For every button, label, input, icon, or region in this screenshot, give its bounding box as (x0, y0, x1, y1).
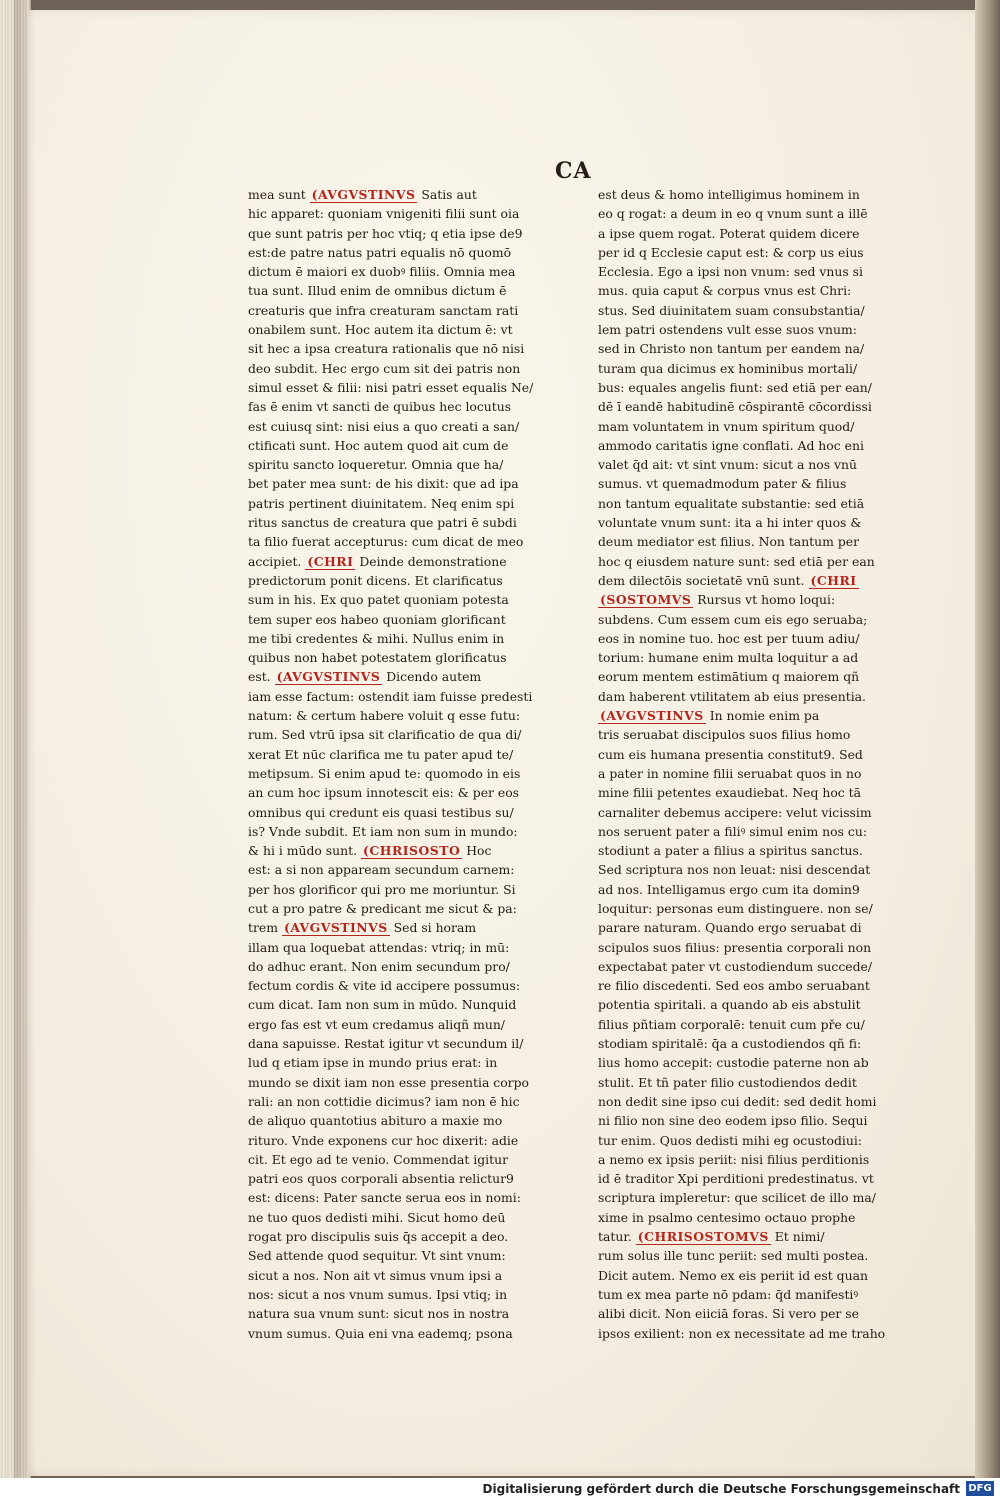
text-line (598, 339, 890, 358)
text-line (598, 185, 890, 204)
line-text: vnum sumus. Quia eni vna eademq; psona (248, 1325, 513, 1341)
text-line (598, 204, 890, 223)
line-text: filius pñtiam corporalē: tenuit cum pře cu/ (598, 1016, 865, 1032)
text-line (598, 629, 890, 648)
text-line (248, 224, 538, 243)
line-text: hoc q eiusdem nature sunt: sed etiā per ean (598, 553, 875, 569)
text-line (598, 841, 890, 860)
line-text: stodiunt a pater a filius a spiritus sanctus. (598, 843, 863, 859)
rubric-author-name: ( CHRI (305, 554, 355, 570)
line-text: a pater in nomine filii seruabat quos in no (598, 765, 862, 781)
line-text: trem (248, 920, 282, 936)
text-line (248, 1266, 538, 1285)
line-text: per id q Ecclesie caput est: & corp us eius (598, 244, 864, 260)
line-text: deo subdit. Hec ergo cum sit dei patris non (248, 360, 521, 376)
line-text: dictum ē maiori ex duobꝰ filiis. Omnia mea (248, 264, 516, 280)
text-line (598, 1227, 890, 1246)
text-line (598, 397, 890, 416)
line-text: creaturis que infra creaturam sanctam rati (248, 302, 519, 318)
line-text: simul esset & filii: nisi patri esset equalis Ne/ (248, 379, 534, 395)
text-line (248, 1034, 538, 1053)
text-line (248, 938, 538, 957)
line-text: mam voluntatem in vnum spiritum quod/ (598, 418, 855, 434)
footer-credit: Digitalisierung gefördert durch die Deutsche Forschungsgemeinschaft (482, 1482, 960, 1496)
text-line (598, 976, 890, 995)
line-text: voluntate vnum sunt: ita a hi inter quos & (598, 515, 862, 531)
line-text: est cuiusq sint: nisi eius a quo creati a san/ (248, 418, 520, 434)
text-line (598, 320, 890, 339)
line-text: mine filii petentes exaudiebat. Neq hoc tā (598, 785, 862, 801)
text-line (598, 610, 890, 629)
text-line (248, 1053, 538, 1072)
text-line (248, 474, 538, 493)
line-text: nos seruent pater a filiꝰ simul enim nos cu: (598, 823, 867, 839)
line-text: & hi i mūdo sunt. (248, 843, 361, 859)
line-text-after-rubric: Deinde demonstratione (355, 553, 507, 569)
text-line (598, 1034, 890, 1053)
line-text: bet pater mea sunt: de his dixit: que ad ipa (248, 476, 519, 492)
line-text: re filio discedenti. Sed eos ambo seruabant (598, 978, 870, 994)
text-line (598, 1208, 890, 1227)
text-line (598, 494, 890, 513)
line-text: hic apparet: quoniam vnigeniti filii sunt oia (248, 206, 520, 222)
line-text: loquitur: personas eum distinguere. non se/ (598, 900, 873, 916)
line-text: scipulos suos filius: presentia corporali non (598, 939, 872, 955)
line-text: ad nos. Intelligamus ergo cum ita domin9 (598, 881, 860, 897)
text-line (598, 918, 890, 937)
line-text: patri eos quos corporali absentia relictur9 (248, 1171, 514, 1187)
line-text: rum. Sed vtrū ipsa sit clarificatio de qua di/ (248, 727, 522, 743)
text-line (248, 880, 538, 899)
text-line (248, 436, 538, 455)
line-text: torium: humane enim multa loquitur a ad (598, 650, 859, 666)
text-line (248, 976, 538, 995)
text-line (598, 532, 890, 551)
text-line (248, 1188, 538, 1207)
text-line (598, 938, 890, 957)
text-line (598, 590, 890, 609)
line-text: deum mediator est filius. Non tantum per (598, 534, 860, 550)
line-text: dana sapuisse. Restat igitur vt secundum il/ (248, 1036, 524, 1052)
line-text: tur enim. Quos dedisti mihi eg ocustodiui: (598, 1132, 863, 1148)
text-line (598, 455, 890, 474)
text-line (598, 648, 890, 667)
text-line (598, 1073, 890, 1092)
line-text: parare naturam. Quando ergo seruabat di (598, 920, 862, 936)
line-text: rogat pro discipulis suis q̄s accepit a deo. (248, 1229, 509, 1245)
text-line (598, 262, 890, 281)
text-line (598, 552, 890, 571)
line-text: ergo fas est vt eum credamus aliqñ mun/ (248, 1016, 505, 1032)
line-text: rituro. Vnde exponens cur hoc dixerit: adie (248, 1132, 519, 1148)
text-line (248, 918, 538, 937)
text-line (248, 667, 538, 686)
line-text: an cum hoc ipsum innotescit eis: & per eos (248, 785, 520, 801)
text-line (248, 957, 538, 976)
text-line (248, 1015, 538, 1034)
line-text: metipsum. Si enim apud te: quomodo in eis (248, 765, 521, 781)
text-line (598, 803, 890, 822)
rubric-author-name: ( AVGVSTINVS (275, 669, 383, 685)
line-text: Dicit autem. Nemo ex eis periit id est quan (598, 1267, 868, 1283)
text-line (598, 860, 890, 879)
line-text: is? Vnde subdit. Et iam non sum in mundo: (248, 823, 518, 839)
line-text: dem dilectōis societatē vnū sunt. (598, 572, 809, 588)
text-line (248, 1208, 538, 1227)
text-line (598, 957, 890, 976)
line-text: est:de patre natus patri equalis nō quomō (248, 244, 512, 260)
line-text: stulit. Et tñ pater filio custodiendos dedit (598, 1074, 857, 1090)
line-text: tum ex mea parte nō pdam: q̄d manifestiꝰ (598, 1286, 859, 1302)
line-text: eo q rogat: a deum in eo q vnum sunt a illē (598, 206, 868, 222)
text-line (248, 706, 538, 725)
line-text: est: a si non appaream secundum carnem: (248, 862, 515, 878)
text-line (248, 610, 538, 629)
line-text: per hos glorificor qui pro me moriuntur. Si (248, 881, 516, 897)
line-text: predictorum ponit dicens. Et clarificatus (248, 572, 503, 588)
text-line (248, 243, 538, 262)
line-text: sed in Christo non tantum per eandem na/ (598, 341, 865, 357)
line-text: sumus. vt quemadmodum pater & filius (598, 476, 847, 492)
rubric-author-name: ( AVGVSTINVS (598, 708, 706, 724)
text-line (248, 899, 538, 918)
text-line (598, 301, 890, 320)
line-text: omnibus qui credunt eis quasi testibus su/ (248, 804, 514, 820)
text-line (598, 899, 890, 918)
left-text-column (248, 185, 538, 1343)
line-text: rum solus ille tunc periit: sed multi postea. (598, 1248, 869, 1264)
line-text: Sed attende quod sequitur. Vt sint vnum: (248, 1248, 506, 1264)
text-line (598, 995, 890, 1014)
text-line (598, 417, 890, 436)
line-text: eos in nomine tuo. hoc est per tuum adiu/ (598, 630, 860, 646)
line-text: xime in psalmo centesimo octauo prophe (598, 1209, 856, 1225)
text-line (248, 571, 538, 590)
rubric-author-name: ( CHRISOSTOMVS (636, 1229, 771, 1245)
text-line (598, 513, 890, 532)
rubric-author-name: ( AVGVSTINVS (310, 187, 418, 203)
text-line (598, 745, 890, 764)
text-line (248, 204, 538, 223)
line-text: ta filio fuerat accepturus: cum dicat de meo (248, 534, 524, 550)
text-line (248, 745, 538, 764)
line-text: ammodo caritatis igne conflati. Ad hoc eni (598, 437, 864, 453)
line-text-after-rubric: Sed si horam (389, 920, 477, 936)
line-text: xerat Et nūc clarifica me tu pater apud te/ (248, 746, 514, 762)
text-line (248, 281, 538, 300)
line-text: stus. Sed diuinitatem suam consubstantia/ (598, 302, 865, 318)
line-text: sit hec a ipsa creatura rationalis que nō nisi (248, 341, 525, 357)
text-line (248, 185, 538, 204)
line-text: id ē traditor Xpi perditioni predestinatus. vt (598, 1171, 874, 1187)
text-line (248, 320, 538, 339)
line-text-after-rubric: In nomie enim pa (705, 708, 820, 724)
text-line (248, 532, 538, 551)
text-line (598, 706, 890, 725)
line-text: sicut a nos. Non ait vt simus vnum ipsi a (248, 1267, 503, 1283)
text-line (248, 1111, 538, 1130)
text-line (598, 436, 890, 455)
line-text: carnaliter debemus accipere: velut vicissim (598, 804, 872, 820)
text-line (248, 552, 538, 571)
line-text: quibus non habet potestatem glorificatus (248, 650, 507, 666)
text-line (248, 1227, 538, 1246)
text-line (248, 301, 538, 320)
line-text: cum eis humana presentia constitut9. Sed (598, 746, 863, 762)
text-line (248, 995, 538, 1014)
line-text: lius homo accepit: custodie paterne non ab (598, 1055, 869, 1071)
text-line (248, 1150, 538, 1169)
line-text: Sed scriptura nos non leuat: nisi descendat (598, 862, 871, 878)
text-line (598, 378, 890, 397)
text-line (598, 1131, 890, 1150)
text-line (598, 1111, 890, 1130)
text-line (248, 860, 538, 879)
line-text: stodiam spiritalē: q̄a a custodiendos qñ fi: (598, 1036, 862, 1052)
text-line (248, 455, 538, 474)
text-line (248, 1246, 538, 1265)
line-text: turam qua dicimus ex hominibus mortali/ (598, 360, 858, 376)
text-line (598, 281, 890, 300)
line-text: non tantum equalitate substantie: sed etiā (598, 495, 865, 511)
line-text: cut a pro patre & predicant me sicut & pa: (248, 900, 517, 916)
text-line (248, 725, 538, 744)
text-line (598, 243, 890, 262)
line-text: non dedit sine ipso cui dedit: sed dedit homi (598, 1093, 877, 1109)
line-text: illam qua loquebat attendas: vtriq; in mū: (248, 939, 510, 955)
text-line (248, 359, 538, 378)
text-line (248, 378, 538, 397)
line-text: tatur. (598, 1229, 636, 1245)
line-text: eorum mentem estimātium q maiorem qñ (598, 669, 860, 685)
line-text: dam haberent vtilitatem ab eius presentia. (598, 688, 866, 704)
text-line (248, 1324, 538, 1343)
line-text: Ecclesia. Ego a ipsi non vnum: sed vnus si (598, 264, 863, 280)
text-line (248, 1073, 538, 1092)
line-text: patris pertinent diuinitatem. Neq enim spi (248, 495, 515, 511)
leaf-right-edge (975, 0, 1000, 1478)
text-line (598, 1150, 890, 1169)
rubric-author-name: ( CHRI (809, 573, 859, 589)
line-text: tris seruabat discipulos suos filius homo (598, 727, 851, 743)
line-text: me tibi credentes & mihi. Nullus enim in (248, 630, 505, 646)
line-text-after-rubric: Satis aut (417, 187, 477, 202)
line-text: valet q̄d ait: vt sint vnum: sicut a nos vnū (598, 457, 857, 473)
text-line (598, 1266, 890, 1285)
text-line (248, 822, 538, 841)
text-line (248, 1131, 538, 1150)
text-line (248, 590, 538, 609)
right-text-column (598, 185, 890, 1343)
line-text: mundo se dixit iam non esse presentia corpo (248, 1074, 529, 1090)
text-line (598, 224, 890, 243)
line-text: a nemo ex ipsis periit: nisi filius perditionis (598, 1151, 870, 1167)
text-line (248, 629, 538, 648)
line-text: do adhuc erant. Non enim secundum pro/ (248, 958, 510, 974)
line-text: natura sua vnum sunt: sicut nos in nostra (248, 1306, 510, 1322)
text-line (598, 667, 890, 686)
text-line (248, 417, 538, 436)
text-line (598, 1092, 890, 1111)
line-text: dē ī eandē habitudinē cōspirantē cōcordissi (598, 399, 872, 415)
text-line (598, 1188, 890, 1207)
line-text: mus. quia caput & corpus vnus est Chri: (598, 283, 852, 299)
line-text: lem patri ostendens vult esse suos vnum: (598, 322, 857, 338)
line-text: nos: sicut a nos vnum sumus. Ipsi vtiq; in (248, 1286, 508, 1302)
text-line (248, 783, 538, 802)
page-headline: CA (555, 158, 592, 184)
text-line (248, 803, 538, 822)
line-text: que sunt patris per hoc vtiq; q etia ipse de9 (248, 225, 523, 241)
text-line (598, 1304, 890, 1323)
line-text: tem super eos habeo quoniam glorificant (248, 611, 506, 627)
text-line (248, 262, 538, 281)
line-text: cum dicat. Iam non sum in mūdo. Nunquid (248, 997, 517, 1013)
text-line (598, 1285, 890, 1304)
line-text: sum in his. Ex quo patet quoniam potesta (248, 592, 509, 608)
rubric-author-name: ( SOSTOMVS (598, 592, 693, 608)
line-text: bus: equales angelis fiunt: sed etiā per ean/ (598, 379, 872, 395)
line-text: ne tuo quos dedisti mihi. Sicut homo deū (248, 1209, 506, 1225)
text-line (598, 687, 890, 706)
text-line (598, 474, 890, 493)
text-line (248, 494, 538, 513)
line-text: spiritu sancto loqueretur. Omnia que ha/ (248, 457, 504, 473)
text-line (598, 764, 890, 783)
text-line (598, 571, 890, 590)
text-line (248, 397, 538, 416)
line-text: est. (248, 669, 275, 685)
line-text: tua sunt. Illud enim de omnibus dictum ē (248, 283, 507, 299)
line-text: lud q etiam ipse in mundo prius erat: in (248, 1055, 498, 1071)
line-text: cit. Et ego ad te venio. Commendat igitur (248, 1151, 509, 1167)
line-text: iam esse factum: ostendit iam fuisse predesti (248, 688, 533, 704)
line-text: fas ē enim vt sancti de quibus hec locutus (248, 399, 512, 415)
text-line (598, 1324, 890, 1343)
line-text: expectabat pater vt custodiendum succede/ (598, 958, 873, 974)
line-text: est: dicens: Pater sancte serua eos in nomi: (248, 1190, 521, 1206)
line-text: potentia spiritali. a quando ab eis abstulit (598, 997, 861, 1013)
text-line (598, 725, 890, 744)
text-line (598, 1053, 890, 1072)
text-line (598, 1169, 890, 1188)
text-line (598, 1246, 890, 1265)
gutter-shadow (14, 0, 36, 1478)
dfg-logo: DFG (966, 1481, 994, 1496)
text-line (248, 1285, 538, 1304)
line-text-after-rubric: Rursus vt homo loqui: (693, 592, 836, 608)
text-line (598, 359, 890, 378)
rubric-author-name: ( CHRISOSTO (361, 843, 462, 859)
line-text-after-rubric: Dicendo autem (382, 669, 482, 685)
line-text: fectum cordis & vite id accipere possumus: (248, 978, 521, 994)
line-text: a ipse quem rogat. Poterat quidem dicere (598, 225, 860, 241)
line-text: scriptura impleretur: que scilicet de illo ma/ (598, 1190, 876, 1206)
text-line (248, 1169, 538, 1188)
text-line (598, 880, 890, 899)
line-text: mea sunt (248, 187, 310, 202)
line-text: ctificati sunt. Hoc autem quod ait cum de (248, 437, 509, 453)
text-line (248, 841, 538, 860)
line-text: onabilem sunt. Hoc autem ita dictum ē: vt (248, 322, 513, 338)
text-line (248, 648, 538, 667)
text-line (248, 1304, 538, 1323)
line-text: natum: & certum habere voluit q esse futu: (248, 708, 521, 724)
text-line (248, 1092, 538, 1111)
line-text: est deus & homo intelligimus hominem in (598, 187, 860, 202)
text-line (248, 687, 538, 706)
line-text: ritus sanctus de creatura que patri ē subdi (248, 515, 517, 531)
line-text: accipiet. (248, 553, 306, 569)
text-line (598, 1015, 890, 1034)
line-text: ipsos exilient: non ex necessitate ad me traho (598, 1325, 886, 1341)
line-text-after-rubric: Hoc (462, 843, 492, 859)
text-line (598, 783, 890, 802)
line-text: subdens. Cum essem cum eis ego seruaba; (598, 611, 868, 627)
text-line (598, 822, 890, 841)
text-line (248, 339, 538, 358)
text-line (248, 513, 538, 532)
rubric-author-name: ( AVGVSTINVS (282, 920, 390, 936)
text-line (248, 764, 538, 783)
line-text: rali: an non cottidie dicimus? iam non ē hic (248, 1093, 520, 1109)
line-text: ni filio non sine deo eodem ipso filio. Sequi (598, 1113, 868, 1129)
line-text: de aliquo quantotius abituro a maxie mo (248, 1113, 503, 1129)
line-text-after-rubric: Et nimi/ (770, 1229, 825, 1245)
line-text: alibi dicit. Non eiiciā foras. Si vero per se (598, 1306, 859, 1322)
